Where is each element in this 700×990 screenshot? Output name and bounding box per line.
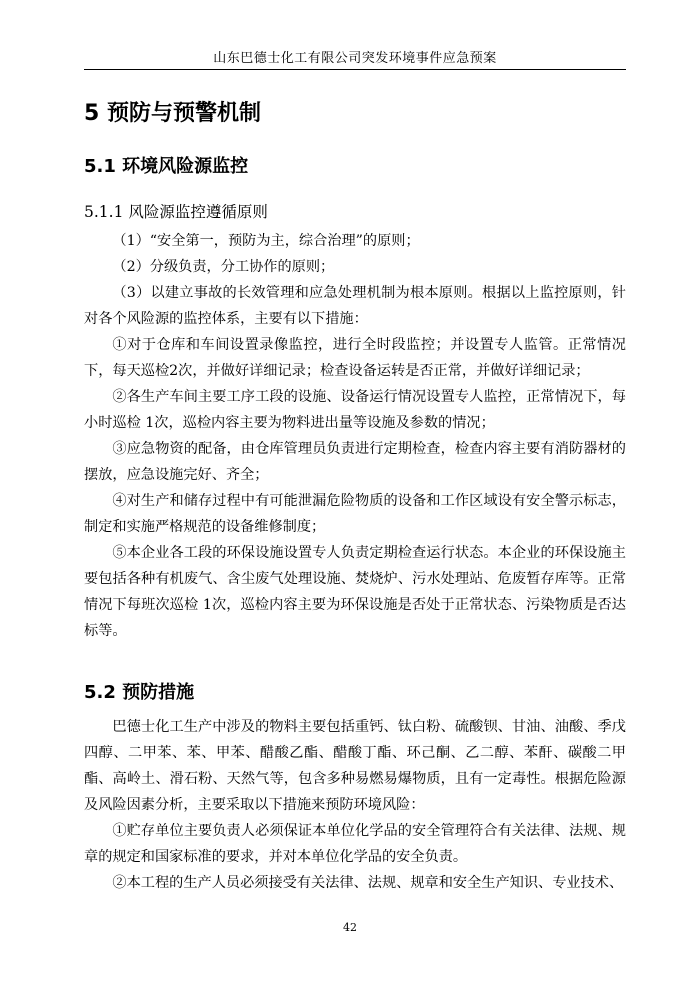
paragraph: ①对于仓库和车间设置录像监控，进行全时段监控；并设置专人监管。正常情况下，每天巡检2次，并做好详细记录；检查设备运转是否正常，并做好详细记录； — [84, 337, 626, 379]
section-5-2-title: 5.2 预防措施 — [84, 682, 195, 703]
running-header: 山东巴德士化工有限公司突发环境事件应急预案 — [213, 51, 497, 66]
paragraph: 巴德士化工生产中涉及的物料主要包括重钙、钛白粉、硫酸钡、甘油、油酸、季戊四醇、二甲苯、苯、甲苯、醋酸乙酯、醋酸丁酯、环己酮、乙二醇、苯酐、碳酸二甲酯、高岭土、滑石粉、天然气等，包含多种易燃易爆物质，且有一定毒性。根据危险源及风险因素分析，主要采取以下措施来预防环境风险： — [84, 719, 626, 813]
paragraph: （3）以建立事故的长效管理和应急处理机制为根本原则。根据以上监控原则，针对各个风险源的监控体系，主要有以下措施： — [84, 285, 626, 327]
paragraph: ②各生产车间主要工序工段的设施、设备运行情况设置专人监控，正常情况下，每小时巡检 1次，巡检内容主要为物料进出量等设施及参数的情况； — [84, 389, 626, 431]
section-5-1-body — [84, 228, 626, 644]
header-divider — [84, 69, 626, 70]
paragraph: ④对生产和储存过程中有可能泄漏危险物质的设备和工作区域设有安全警示标志，制定和实施严格规范的设备维修制度； — [84, 493, 626, 535]
paragraph: （1）“安全第一，预防为主，综合治理”的原则； — [112, 233, 420, 249]
paragraph: （2）分级负责，分工协作的原则； — [112, 259, 335, 275]
paragraph: ③应急物资的配备，由仓库管理员负责进行定期检查，检查内容主要有消防器材的摆放，应急设施完好、齐全； — [84, 441, 626, 483]
paragraph: ①贮存单位主要负责人必须保证本单位化学品的安全管理符合有关法律、法规、规章的规定和国家标准的要求，并对本单位化学品的安全负责。 — [84, 823, 626, 865]
paragraph: ②本工程的生产人员必须接受有关法律、法规、规章和安全生产知识、专业技术、 — [112, 875, 624, 891]
subsection-5-1-1-title: 5.1.1 风险源监控遵循原则 — [84, 203, 268, 221]
chapter-title: 5 预防与预警机制 — [84, 101, 261, 126]
section-5-2-body — [84, 714, 626, 896]
page-number: 42 — [343, 921, 357, 934]
paragraph: ⑤本企业各工段的环保设施设置专人负责定期检查运行状态。本企业的环保设施主要包括各种有机废气、含尘废气处理设施、焚烧炉、污水处理站、危废暂存库等。正常情况下每班次巡检 1次，巡检内容主要为环保设施是否处于正常状态、污染物质是否达标等。 — [84, 545, 626, 639]
section-5-1-title: 5.1 环境风险源监控 — [84, 156, 249, 177]
